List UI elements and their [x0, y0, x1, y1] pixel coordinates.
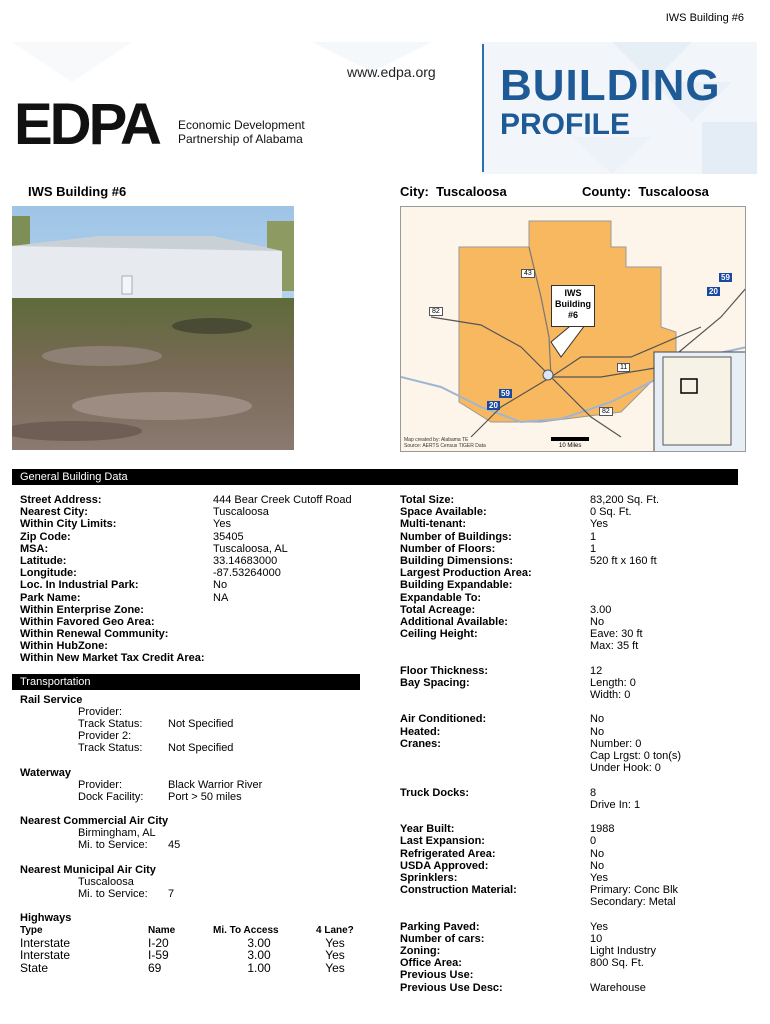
general-data-value: Secondary: Metal — [590, 896, 676, 909]
general-data-value: 83,200 Sq. Ft. — [590, 494, 660, 506]
general-data-value: Drive In: 1 — [590, 798, 641, 811]
waterway-provider-value: Black Warrior River — [168, 779, 263, 791]
general-data-label: Floor Thickness: — [400, 664, 489, 677]
general-data-value: 0 — [590, 835, 597, 848]
general-data-value: 33.14683000 — [213, 554, 278, 567]
rail-service-heading: Rail Service — [20, 694, 83, 706]
general-data-label: Loc. In Industrial Park: — [20, 579, 139, 592]
rail-track2-label: Track Status: — [78, 742, 143, 754]
highway-type: State — [20, 960, 49, 975]
municipal-air-heading: Nearest Municipal Air City — [20, 864, 156, 876]
building-name: IWS Building #6 — [28, 184, 127, 199]
map-route-marker: 11 — [617, 363, 630, 372]
map-interstate-marker: 59 — [501, 389, 510, 398]
map-credit-line-2: Source: AERTS Census TIGER Data — [404, 443, 486, 449]
general-data-label: Zip Code: — [20, 530, 71, 543]
municipal-air-miles-label: Mi. to Service: — [78, 888, 148, 900]
general-data-label: Total Acreage: — [400, 603, 476, 616]
highway-col-type: Type — [20, 925, 43, 936]
highway-col-miles: Mi. To Access — [213, 925, 279, 936]
municipal-air-city: Tuscaloosa — [78, 876, 134, 888]
general-data-value: Number: 0 — [590, 737, 642, 750]
highway-type: Interstate — [20, 936, 71, 950]
general-data-value: Tuscaloosa, AL — [213, 542, 288, 555]
tagline-line-2: Partnership of Alabama — [178, 132, 303, 146]
rail-track2-value: Not Specified — [168, 742, 234, 754]
general-data-label: Ceiling Height: — [400, 628, 478, 641]
county-label: County: — [582, 184, 632, 199]
general-data-label: Bay Spacing: — [400, 676, 470, 689]
general-data-value: 800 Sq. Ft. — [590, 957, 644, 970]
general-data-value: 10 — [590, 932, 603, 945]
county-summary — [582, 184, 709, 199]
general-data-value: NA — [213, 591, 229, 604]
general-data-label: Zoning: — [400, 945, 441, 958]
map-callout-line-1: IWS — [564, 288, 582, 298]
general-data-value: -87.53264000 — [213, 567, 281, 580]
highway-lane: Yes — [325, 960, 345, 975]
highway-miles: 3.00 — [247, 948, 271, 963]
map-route-marker: 82 — [429, 307, 443, 316]
map-callout-line-3: #6 — [567, 310, 578, 320]
general-data-value: Warehouse — [590, 981, 646, 994]
general-data-label: Sprinklers: — [400, 871, 458, 884]
commercial-air-city: Birmingham, AL — [78, 827, 156, 839]
general-data-label: Within City Limits: — [20, 518, 117, 531]
general-data-label: Largest Production Area: — [400, 567, 532, 580]
general-data-label: Latitude: — [20, 554, 67, 567]
document-title: IWS Building #6 — [665, 12, 744, 24]
map-callout-line-2: Building — [555, 299, 591, 309]
waterway-provider-label: Provider: — [78, 779, 123, 791]
general-data-label: Number of Buildings: — [400, 530, 512, 543]
general-data-label: USDA Approved: — [400, 859, 489, 872]
city-label: City: — [400, 184, 429, 199]
general-data-value: Eave: 30 ft — [590, 628, 643, 641]
banner-title-profile: PROFILE — [500, 108, 631, 141]
city-summary — [400, 184, 507, 199]
general-data-label: Year Built: — [400, 823, 455, 836]
general-data-value: 520 ft x 160 ft — [590, 554, 657, 567]
general-data-value: No — [590, 615, 605, 628]
general-data-label: Number of Floors: — [400, 542, 496, 555]
general-data-value: 1 — [590, 542, 597, 555]
general-data-label: Heated: — [400, 725, 441, 738]
highway-col-4lane: 4 Lane? — [316, 925, 354, 936]
general-data-value: No — [590, 847, 605, 860]
general-data-label: Construction Material: — [400, 884, 517, 897]
general-data-value: No — [590, 725, 605, 738]
highway-name: 69 — [148, 960, 162, 975]
map-scale-value: 10 — [559, 443, 566, 449]
general-data-label: Within New Market Tax Credit Area: — [20, 652, 205, 665]
map-scale-unit: Miles — [567, 443, 582, 449]
general-data-label: Office Area: — [400, 957, 462, 970]
general-data-label: Street Address: — [20, 494, 102, 506]
city-value: Tuscaloosa — [436, 184, 507, 199]
general-data-label: Cranes: — [400, 737, 441, 750]
general-data-value: Light Industry — [590, 945, 657, 958]
general-data-value: Yes — [590, 518, 608, 531]
edpa-logo: EDPA — [14, 92, 159, 157]
commercial-air-heading: Nearest Commercial Air City — [20, 815, 169, 827]
general-data-value: 0 Sq. Ft. — [590, 506, 632, 519]
general-data-label: Building Dimensions: — [400, 554, 514, 567]
rail-track-value: Not Specified — [168, 718, 234, 730]
map-route-marker: 82 — [599, 407, 613, 416]
general-data-label: Total Size: — [400, 494, 455, 506]
general-data-value: Tuscaloosa — [213, 506, 269, 519]
building-photo — [12, 206, 294, 450]
dock-facility-label: Dock Facility: — [78, 791, 144, 803]
tagline-line-1: Economic Development — [178, 118, 305, 132]
general-data-value: Yes — [590, 920, 608, 933]
banner-divider — [482, 44, 484, 172]
general-data-label: Expandable To: — [400, 591, 482, 604]
general-building-data-header: General Building Data — [12, 469, 738, 485]
general-data-value: No — [213, 579, 228, 592]
highway-lane: Yes — [325, 936, 345, 950]
highway-type: Interstate — [20, 948, 71, 963]
banner-title-building: BUILDING — [500, 61, 721, 110]
general-data-value: Max: 35 ft — [590, 640, 639, 653]
general-data-value: Cap Lrgst: 0 ton(s) — [590, 749, 682, 762]
commercial-air-miles: 45 — [168, 839, 181, 851]
general-data-value: 8 — [590, 786, 597, 799]
general-data-value: Primary: Conc Blk — [590, 884, 679, 897]
map-scale — [559, 443, 581, 449]
general-data-label: Truck Docks: — [400, 786, 470, 799]
website-url[interactable]: www.edpa.org — [347, 64, 436, 80]
general-data-value: 444 Bear Creek Cutoff Road — [213, 494, 352, 506]
highway-name: I-20 — [148, 936, 169, 950]
general-data-value: Width: 0 — [590, 689, 631, 702]
general-data-value: Yes — [213, 518, 231, 531]
general-data-label: Number of cars: — [400, 932, 485, 945]
rail-provider-label: Provider: — [78, 706, 123, 718]
general-data-label: Air Conditioned: — [400, 713, 487, 726]
location-map — [400, 206, 746, 452]
general-data-value: 12 — [590, 664, 603, 677]
waterway-heading: Waterway — [20, 767, 71, 779]
general-data-value: Yes — [590, 871, 608, 884]
highway-name: I-59 — [148, 948, 169, 963]
general-data-label: Parking Paved: — [400, 920, 480, 933]
highways-heading: Highways — [20, 912, 72, 924]
logo-tagline — [178, 118, 305, 146]
general-data-label: Last Expansion: — [400, 835, 485, 848]
general-data-label: Additional Available: — [400, 615, 508, 628]
general-data-label: Longitude: — [20, 567, 77, 580]
general-data-value: 1 — [590, 530, 597, 543]
dock-facility-value: Port > 50 miles — [168, 791, 242, 803]
map-credit — [404, 437, 486, 449]
highway-miles: 1.00 — [247, 960, 271, 975]
general-data-label: Multi-tenant: — [400, 518, 466, 531]
general-data-value: No — [590, 713, 605, 726]
general-data-value: Length: 0 — [590, 676, 636, 689]
general-data-value: 35405 — [213, 530, 244, 543]
rail-track-label: Track Status: — [78, 718, 143, 730]
highway-col-name: Name — [148, 925, 176, 936]
rail-provider2-label: Provider 2: — [78, 730, 132, 742]
general-data-label: Refrigerated Area: — [400, 847, 496, 860]
highway-lane: Yes — [325, 948, 345, 963]
map-credit-line-1: Map created by: Alabama TE — [404, 437, 469, 443]
general-data-label: Previous Use Desc: — [400, 981, 503, 994]
commercial-air-miles-label: Mi. to Service: — [78, 839, 148, 851]
municipal-air-miles: 7 — [168, 888, 175, 900]
general-data-label: Within Renewal Community: — [20, 628, 169, 641]
general-data-label: Space Available: — [400, 506, 487, 519]
map-interstate-marker: 20 — [489, 401, 498, 410]
general-data-label: Building Expandable: — [400, 579, 513, 592]
general-data-label: Previous Use: — [400, 969, 474, 982]
general-data-label: Nearest City: — [20, 506, 88, 519]
highway-miles: 3.00 — [247, 936, 271, 950]
general-data-label: Within Favored Geo Area: — [20, 615, 155, 628]
general-data-value: 1988 — [590, 823, 615, 836]
general-data-label: Park Name: — [20, 591, 81, 604]
map-interstate-marker: 20 — [709, 287, 718, 296]
general-data-value: 3.00 — [590, 603, 612, 616]
transportation-header: Transportation — [12, 674, 360, 690]
county-value: Tuscaloosa — [638, 184, 709, 199]
general-data-label: Within HubZone: — [20, 640, 108, 653]
general-data-label: Within Enterprise Zone: — [20, 603, 144, 616]
general-data-value: Under Hook: 0 — [590, 762, 661, 775]
map-interstate-marker: 59 — [721, 273, 730, 282]
map-callout — [551, 285, 595, 327]
general-data-label: MSA: — [20, 542, 49, 555]
map-route-marker: 43 — [521, 269, 535, 278]
general-data-value: No — [590, 859, 605, 872]
